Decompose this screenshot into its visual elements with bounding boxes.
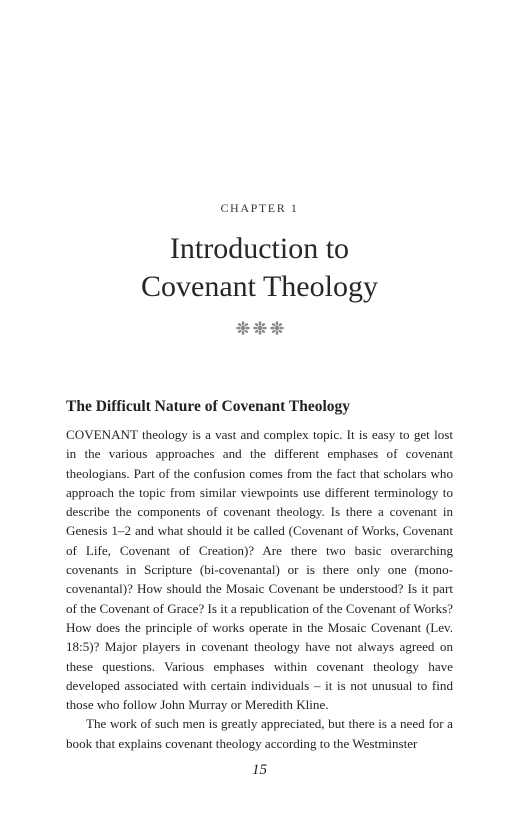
flower-ornament-icon [236, 321, 250, 335]
chapter-ornament [0, 321, 519, 337]
body-text [66, 425, 453, 753]
paragraph: COVENANT theology is a vast and complex topic. It is easy to get lost in the various approaches and the different emphases of covenant theologians. Part of the confusion comes from the fact that scholars who approach the topic from similar viewpoints use different terminology to describe the components of covenant theology. Is there a covenant in Genesis 1–2 and what should it be called (Covenant of Works, Covenant of Life, Covenant of Creation)? Are there two basic overarching covenants in Scripture (bi-covenantal) or is there only one (mono-covenantal)? How should the Mosaic Covenant be understood? Is it part of the Covenant of Grace? Is it a republication of the Covenant of Works? How does the principle of works operate in the Mosaic Covenant (Lev. 18:5)? Major players in covenant theology have not always agreed on these questions. Various emphases within covenant theology have developed associated with certain individuals – it is not unusual to find those who follow John Murray or Meredith Kline. [66, 427, 453, 713]
chapter-title-line-1: Introduction to [169, 232, 350, 265]
chapter-label: CHAPTER 1 [220, 201, 299, 215]
paragraph: The work of such men is greatly appreciated, but there is a need for a book that explains covenant theology according to the Westminster [66, 716, 453, 751]
page-number: 15 [252, 762, 267, 778]
flower-ornament-icon [270, 321, 284, 335]
chapter-title [0, 230, 519, 306]
flower-ornament-icon [253, 321, 267, 335]
chapter-title-line-2: Covenant Theology [141, 270, 378, 303]
section-heading: The Difficult Nature of Covenant Theology [66, 398, 351, 415]
